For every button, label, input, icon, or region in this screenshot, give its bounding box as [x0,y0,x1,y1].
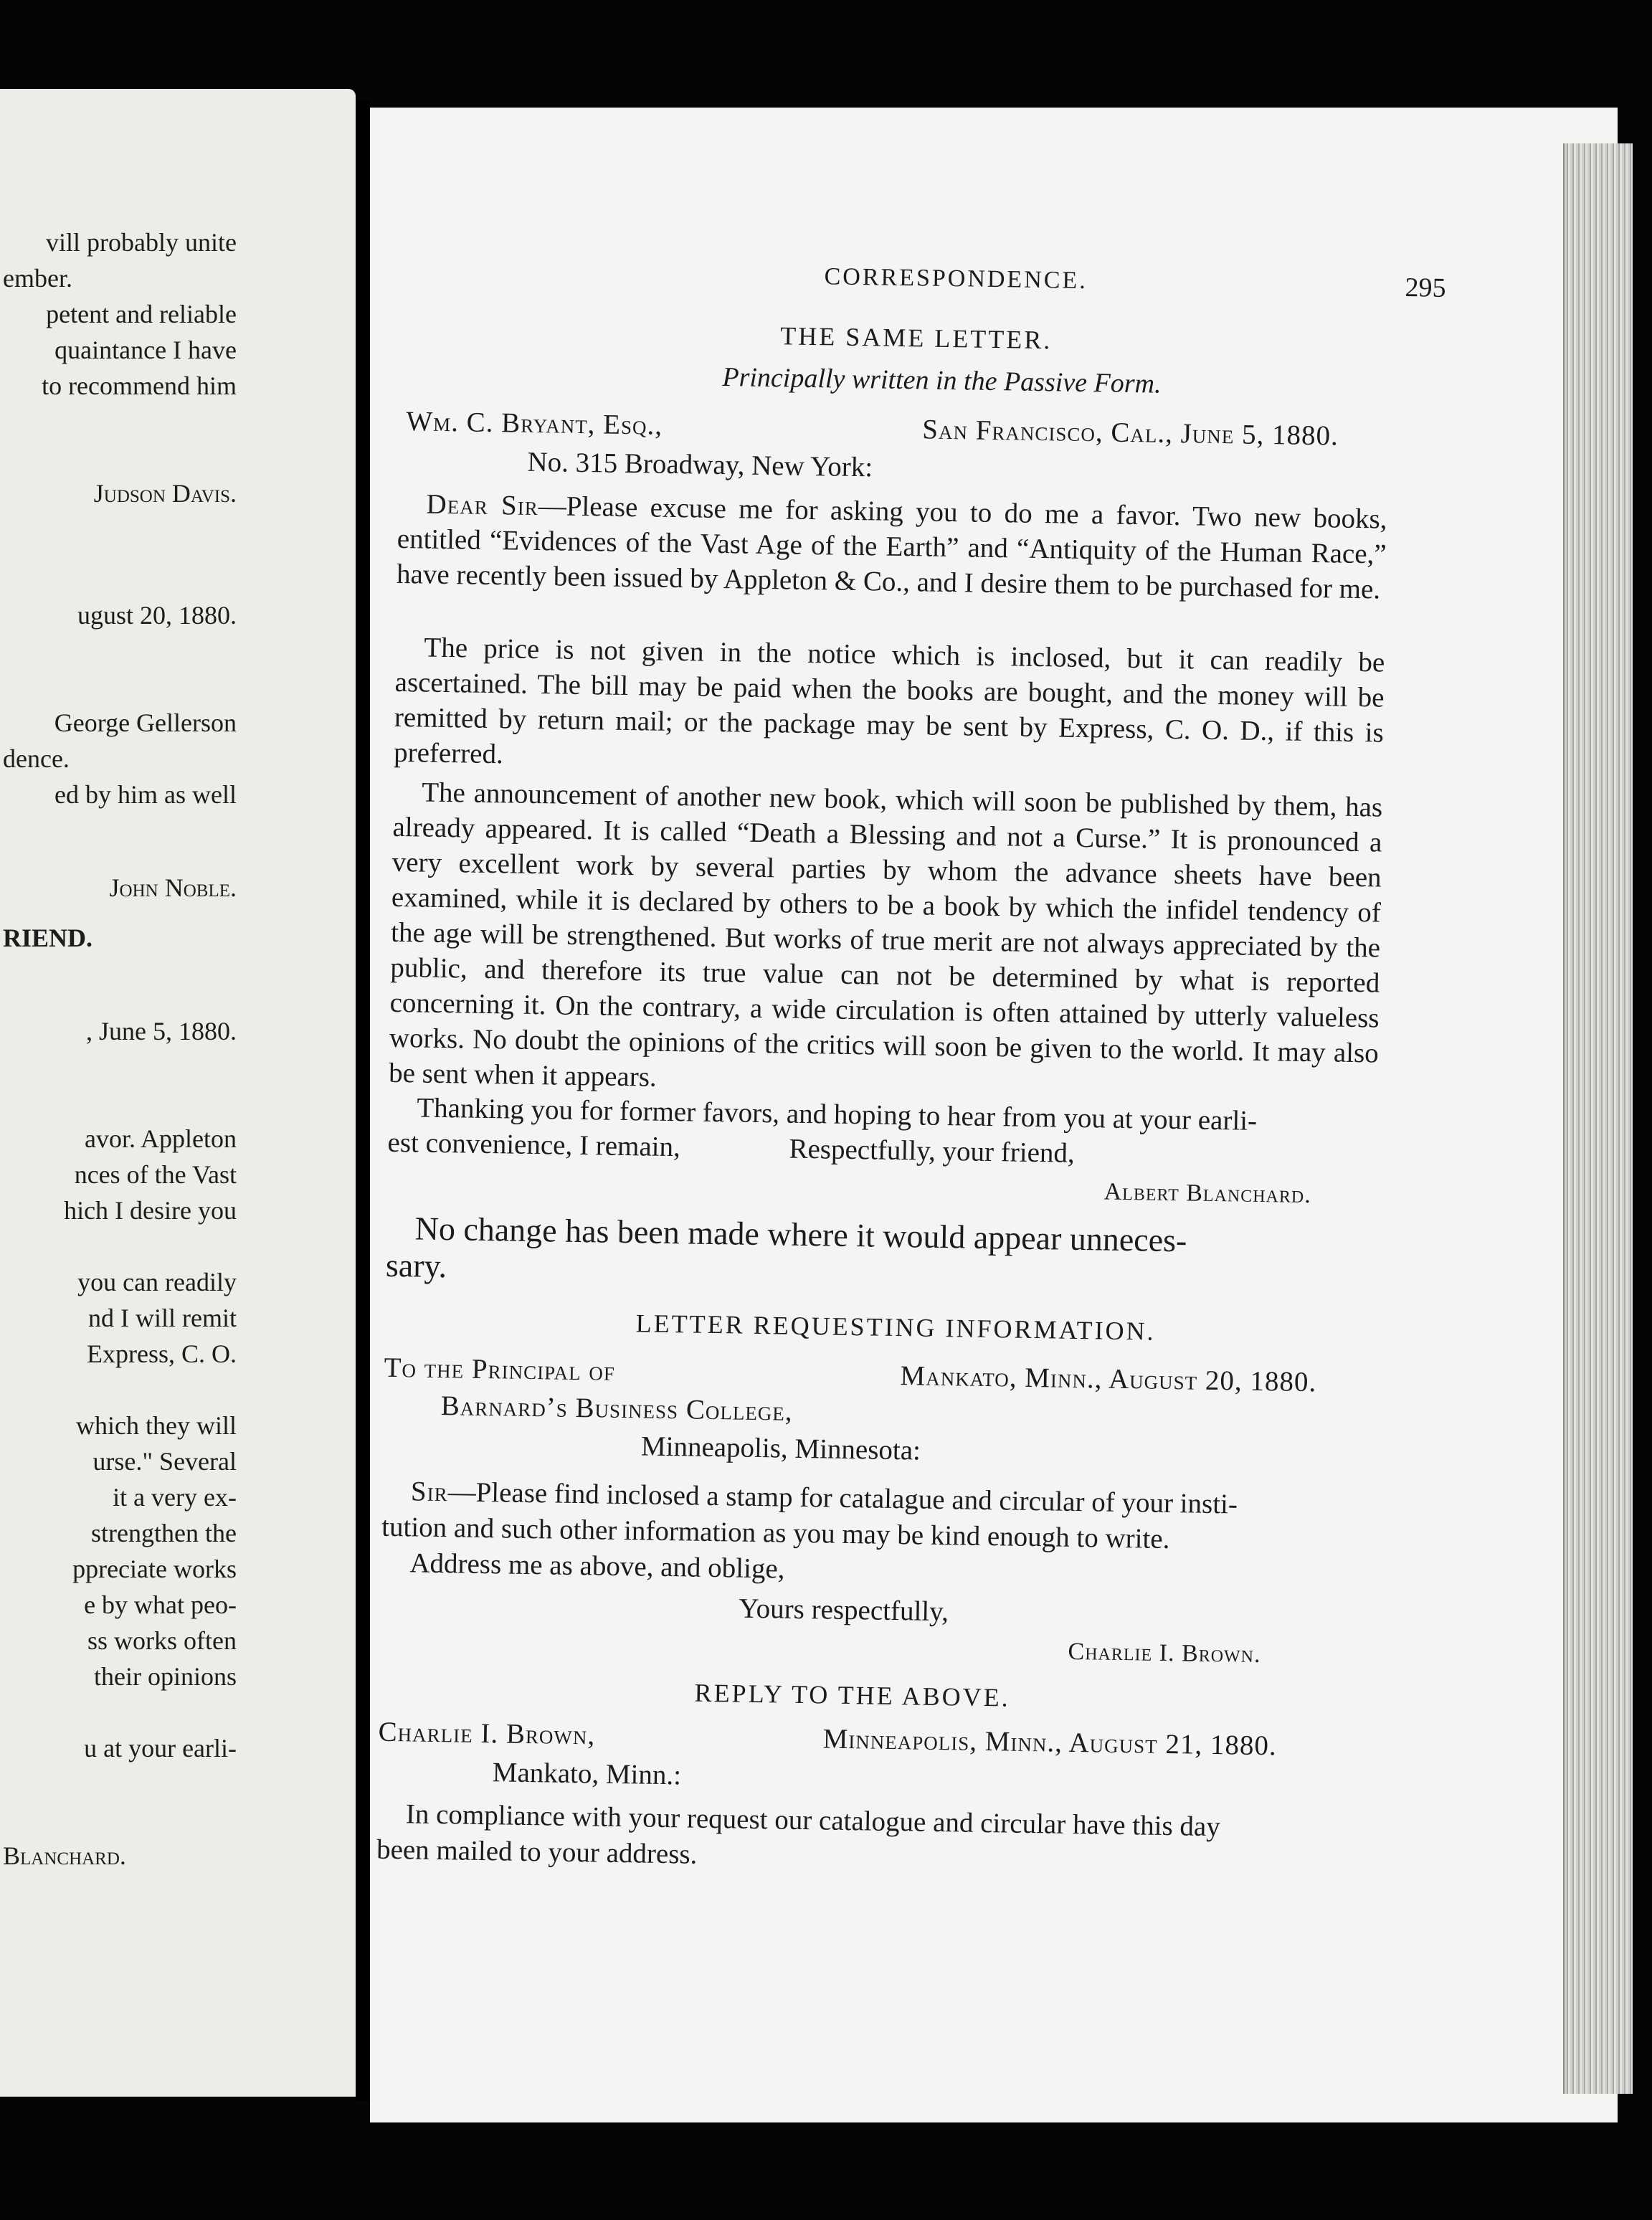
letter2-closing: Yours respectfully, [739,1593,949,1628]
left-page-line: ugust 20, 1880. [77,601,237,630]
letter1-heading: THE SAME LETTER. [780,321,1053,355]
letter2-body-line1-text: —Please find inclosed a stamp for catalague and circular of your insti- [447,1476,1238,1520]
letter1-para4-line2: est convenience, I remain, [387,1126,681,1163]
letter3-addressee: Charlie I. Brown, [378,1716,596,1751]
letter1-address: No. 315 Broadway, New York: [527,446,873,483]
left-page-line: nd I will remit [88,1304,237,1332]
letter3-address: Mankato, Minn.: [492,1757,682,1791]
letter3-dateline: Minneapolis, Minn., August 21, 1880. [822,1723,1278,1762]
left-page-line: u at your earli- [84,1734,237,1763]
left-page-line: ppreciate works [72,1555,237,1583]
left-page-line: it a very ex- [113,1483,237,1512]
letter1-addressee: Wm. C. Bryant, Esq., [406,406,663,441]
left-page-line: Blanchard. [3,1841,126,1870]
letter2-salutation: Sir [410,1476,449,1508]
letter2-dateline: Mankato, Minn., August 20, 1880. [900,1360,1317,1398]
left-page-line: vill probably unite [46,228,237,257]
left-page-line: which they will [76,1411,237,1440]
letter1-para1-text: —Please excuse me for asking you to do me a favor. Two new books, entitled “Evidences of the Vast Age of the Earth” and “Antiquity of the Human Race,” have recently been issued by Appleton & Co., and I desire them to be purchased for me. [396,490,1387,605]
letter2-body-line3: Address me as above, and oblige, [409,1547,785,1585]
note-line1: No change has been made where it would appear unneces- [414,1210,1187,1259]
left-page-line: John Noble. [109,873,237,902]
left-page-line: ss works often [87,1626,237,1655]
left-page-line: strengthen the [91,1519,237,1547]
letter1-para2: The price is not given in the notice which is inclosed, but it can readily be ascertained. The bill may be paid when the books are bought, and the money will be remitted by return mail; or the package may be sent by Express, C. O. D., if this is preferred. [393,632,1385,770]
letter1-para1 [397,486,1387,607]
left-page [0,89,356,2097]
left-page-line: nces of the Vast [74,1160,237,1189]
letter2-signature: Charlie I. Brown. [1068,1638,1261,1669]
letter3-body-line2: been mailed to your address. [376,1834,698,1870]
page-number: 295 [1405,272,1446,303]
running-head: CORRESPONDENCE. [824,263,1088,295]
left-page-line: RIEND. [3,924,93,952]
left-page-line: ed by him as well [54,780,237,809]
note-line2: sary. [385,1246,447,1285]
left-page-line: hich I desire you [64,1196,237,1225]
letter2-addressee-line3: Minneapolis, Minnesota: [640,1431,921,1466]
left-page-line: quaintance I have [54,336,237,364]
letter2-body-line2: tution and such other information as you may be kind enough to write. [381,1511,1170,1555]
left-page-line: their opinions [94,1662,237,1691]
left-page-line: ember. [3,264,72,293]
letter1-subheading: Principally written in the Passive Form. [722,362,1162,399]
left-page-line: you can readily [77,1268,237,1296]
letter1-salutation: Dear Sir [426,488,539,522]
left-page-line: to recommend him [42,371,237,400]
left-page-line: petent and reliable [46,300,237,328]
left-page-line: Express, C. O. [87,1339,237,1368]
letter1-closing: Respectfully, your friend, [789,1133,1076,1169]
left-page-line: avor. Appleton [85,1124,237,1153]
letter2-addressee-line2: Barnard’s Business College, [440,1390,793,1427]
letter3-heading: REPLY TO THE ABOVE. [694,1678,1010,1712]
left-page-line: Judson Davis. [93,479,237,508]
left-page-line: dence. [3,744,70,773]
letter2-addressee-line1: To the Principal of [384,1352,616,1387]
left-page-line: , June 5, 1880. [86,1017,237,1045]
letter1-para4-line1: Thanking you for former favors, and hoping to hear from you at your earli- [417,1092,1258,1137]
letter2-heading: LETTER REQUESTING INFORMATION. [635,1309,1156,1346]
left-page-line: urse." Several [92,1447,237,1476]
page-edges [1563,143,1633,2094]
letter1-para3: The announcement of another new book, which will soon be published by them, has already appeared. It is called “Death a Blessing and not a Curse.” It is pronounced a very excellent work by several parties by whom the advance sheets have been examined, while it is declared by others to be a book by which the infidel tendency of the age will be strengthened. But works of true merit are not always appreciated by the public, and therefore its true value can not be determined by what is reported concerning it. On the contrary, a wide circulation is often attained by utterly valueless works. No doubt the opinions of the critics will soon be given to the world. It may also be sent when it appears. [388,777,1383,1093]
letter1-dateline: San Francisco, Cal., June 5, 1880. [921,414,1339,452]
letter1-signature: Albert Blanchard. [1103,1178,1312,1209]
left-page-line: George Gellerson [54,708,237,737]
book-gutter [356,100,370,2101]
left-page-line: e by what peo- [84,1590,237,1619]
letter3-body-line1: In compliance with your request our catalogue and circular have this day [405,1798,1221,1843]
